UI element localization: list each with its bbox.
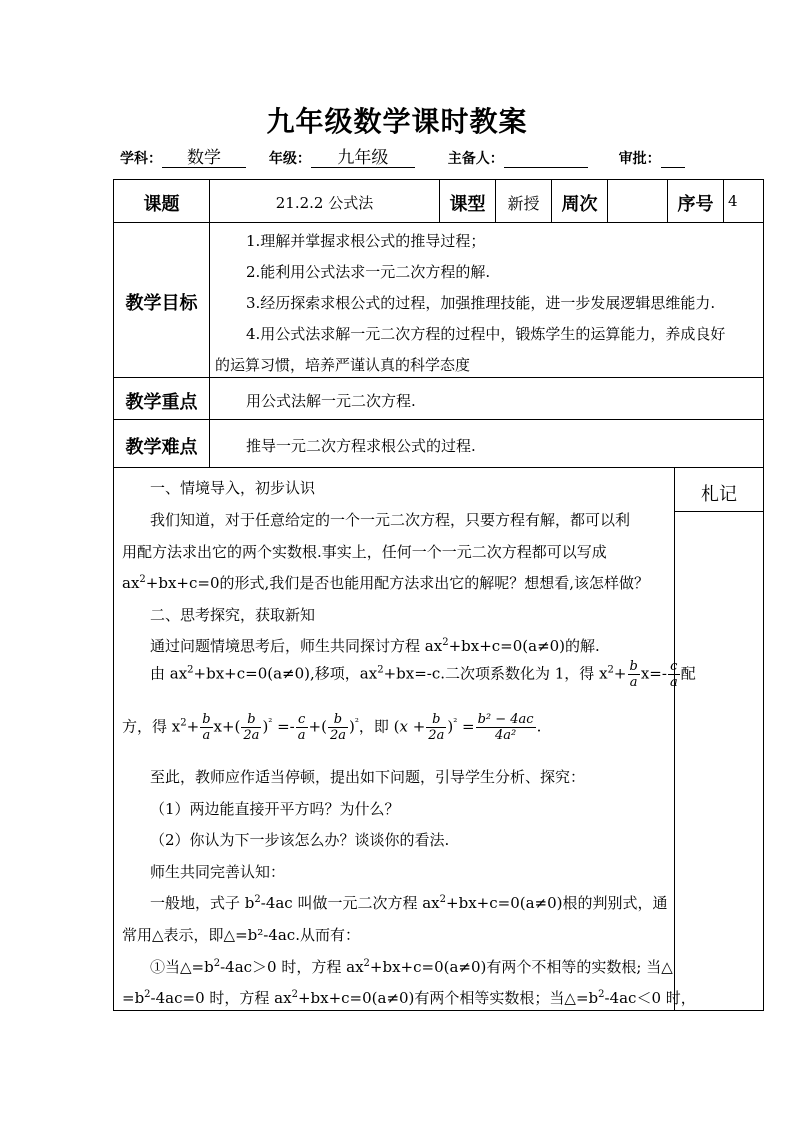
body-line: 一般地，式子 $b^2-4ac$ 叫做一元二次方程 $ax^2+bx+c=0(a\ne 0)$根的判别式，通	[150, 894, 668, 912]
grade-label: 年级：	[268, 151, 311, 167]
fraction: $\frac{b}{a}$	[629, 659, 638, 690]
body-line: 用配方法求出它的两个实数根.事实上，任何一个一元二次方程都可以写成	[122, 543, 607, 561]
seq-label: 序号	[677, 194, 714, 215]
preparer-value	[504, 149, 588, 168]
lesson-body	[122, 467, 696, 1007]
body-line: ①当$\triangle=b^2-4ac>0$ 时，方程 $ax^2+bx+c=0(a\ne 0)$有两个不相等的实数根; 当△	[150, 958, 673, 976]
fraction: $\frac{b}{a}$	[202, 712, 211, 743]
notes-divider	[674, 511, 763, 512]
body-line: 二、思考探究，获取新知	[150, 606, 316, 624]
fraction: $\frac{c}{a}$	[297, 712, 306, 743]
col-divider	[607, 180, 608, 222]
type-label: 课型	[449, 194, 486, 215]
row-divider	[114, 222, 763, 223]
seq-value: 4	[728, 192, 738, 210]
reviewer-label: 审批：	[618, 151, 661, 167]
preparer-label: 主备人：	[447, 151, 504, 167]
col-divider	[723, 180, 724, 222]
fraction: $\frac{b}{2a}$	[329, 712, 346, 743]
label-col-divider	[209, 180, 210, 467]
fraction: $\frac{c}{a}$	[669, 659, 678, 690]
objective-line: 3.经历探索求根公式的过程，加强推理技能，进一步发展逻辑思维能力.	[246, 294, 716, 312]
reviewer-value	[661, 149, 685, 168]
objective-line: 2.能利用公式法求一元二次方程的解.	[246, 263, 491, 281]
subject-label: 学科：	[120, 151, 162, 167]
lesson-plan-table	[113, 179, 764, 1011]
objectives-label: 教学目标	[125, 293, 198, 314]
subject-value: 数学	[162, 149, 246, 168]
difficulty-label: 教学难点	[125, 437, 198, 458]
notes-col-divider	[674, 467, 675, 1010]
page-title: 九年级数学课时教案	[266, 105, 528, 138]
body-line: $=b^2-4ac=0$ 时，方程 $ax^2+bx+c=0(a\ne 0)$有两个相等实数根；当$\triangle=b^2-4ac<0$ 时，	[122, 989, 696, 1007]
key-point-label: 教学重点	[125, 392, 198, 413]
body-line: 我们知道，对于任意给定的一个一元二次方程，只要方程有解，都可以利	[150, 511, 631, 529]
body-line: 师生共同完善认知：	[150, 863, 286, 881]
key-point-text: 用公式法解一元二次方程.	[246, 392, 416, 410]
body-line: 通过问题情境思考后，师生共同探讨方程 $ax^2+bx+c=0(a\ne 0)$的解.	[150, 637, 600, 655]
objective-line: 的运算习惯，培养严谨认真的科学态度	[215, 356, 471, 374]
fraction: $\frac{b}{2a}$	[243, 712, 260, 743]
week-label: 周次	[561, 194, 598, 215]
objective-line: 4.用公式法求解一元二次方程的过程中，锻炼学生的运算能力，养成良好	[246, 325, 726, 343]
fraction: $\frac{b}{2a}$	[428, 712, 445, 743]
body-line: $ax^2+bx+c=0$的形式,我们是否也能用配方法求出它的解呢？想想看,该怎样做？	[122, 574, 650, 592]
body-line: 至此，教师应作适当停顿，提出如下问题，引导学生分析、探究：	[150, 768, 586, 786]
notes-label: 札记	[701, 484, 737, 505]
body-line-formula: 由 $ax^2+bx+c=0(a\ne 0)$,移项，$ax^2+bx=-c$.二次项系数化为 1，得 $x^2+$ $\frac{b}{a}$ x=- $\frac{c}{a}$ 配	[150, 659, 696, 690]
row-divider	[114, 419, 763, 420]
meta-row	[120, 148, 685, 168]
body-line: 常用△表示，即△=b²-4ac.从而有：	[122, 926, 360, 944]
body-line-formula: 方，得 $x^2+$ $\frac{b}{a}$ x+( $\frac{b}{2a}$ )$^{^2}$ =- $\frac{c}{a}$ +( $\frac{b}{2a}$ )$^{^2}$，即 (x + $\frac{b}{2a}$ )$^{^2}$ = $\frac{\text{b² − 4ac}}{\text{4a²}}$ .	[122, 712, 542, 743]
grade-value: 九年级	[311, 149, 415, 168]
type-value: 新授	[507, 194, 540, 213]
fraction: $\frac{\text{b² − 4ac}}{\text{4a²}}$	[477, 712, 534, 743]
objective-line: 1.理解并掌握求根公式的推导过程；	[246, 232, 486, 250]
row-divider	[114, 377, 763, 378]
topic-label: 课题	[143, 194, 180, 215]
difficulty-text: 推导一元二次方程求根公式的过程.	[246, 437, 476, 455]
topic-value: 21.2.2 公式法	[275, 194, 374, 212]
body-line: 一、情境导入，初步认识	[150, 479, 316, 497]
body-line: （2）你认为下一步该怎么办？谈谈你的看法.	[150, 831, 450, 849]
body-line: （1）两边能直接开平方吗？为什么？	[150, 800, 400, 818]
